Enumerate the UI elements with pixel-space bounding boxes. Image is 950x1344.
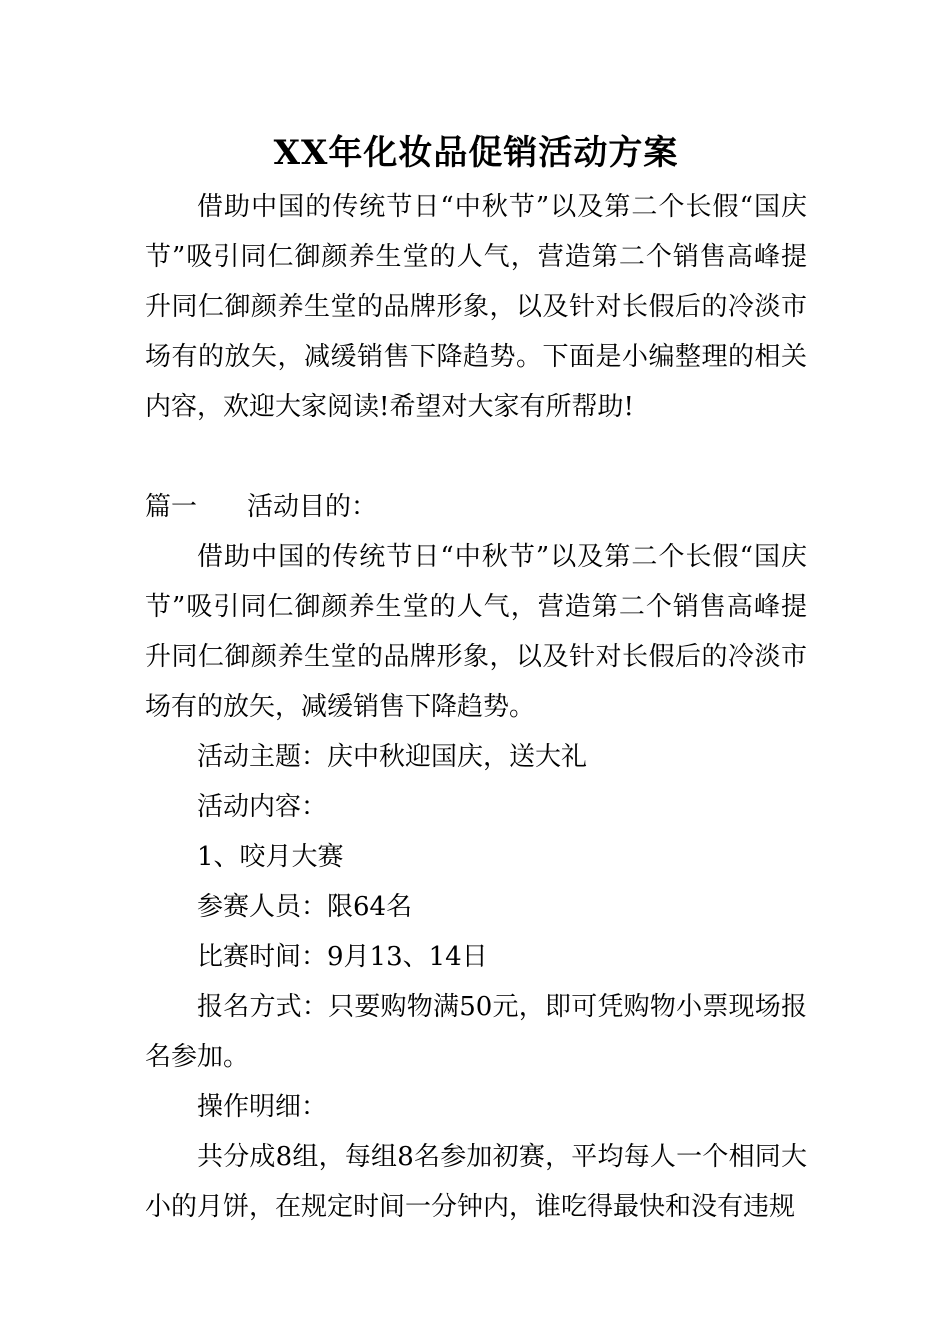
section-heading [145,482,807,532]
registration-paragraph: 报名方式：只要购物满50元，即可凭购物小票现场报名参加。 [145,992,807,1072]
purpose-paragraph: 借助中国的传统节日“中秋节”以及第二个长假“国庆节”吸引同仁御颜养生堂的人气，营造第二个销售高峰提升同仁御颜养生堂的品牌形象，以及针对长假后的冷淡市场有的放矢，减缓销售下降趋势。 [145,542,807,722]
section-heading-text: 活动目的： [247,492,378,522]
item-1-heading: 1、咬月大赛 [197,842,344,872]
section-number: 篇一 [145,492,198,522]
blank-line [145,432,807,482]
document-page [145,124,807,1232]
details-paragraph: 共分成8组，每组8名参加初赛，平均每人一个相同大小的月饼，在规定时间一分钟内，谁吃得最快和没有违规 [145,1142,807,1222]
details-label: 操作明细： [197,1092,328,1122]
time-line: 比赛时间：9月13、14日 [197,942,488,972]
participants-line: 参赛人员：限64名 [197,892,413,922]
theme-line: 活动主题：庆中秋迎国庆，送大礼 [197,742,588,772]
content-label: 活动内容： [197,792,328,822]
document-title: XX年化妆品促销活动方案 [273,133,679,173]
intro-paragraph: 借助中国的传统节日“中秋节”以及第二个长假“国庆节”吸引同仁御颜养生堂的人气，营造第二个销售高峰提升同仁御颜养生堂的品牌形象，以及针对长假后的冷淡市场有的放矢，减缓销售下降趋势。下面是小编整理的相关内容，欢迎大家阅读!希望对大家有所帮助! [145,192,807,422]
